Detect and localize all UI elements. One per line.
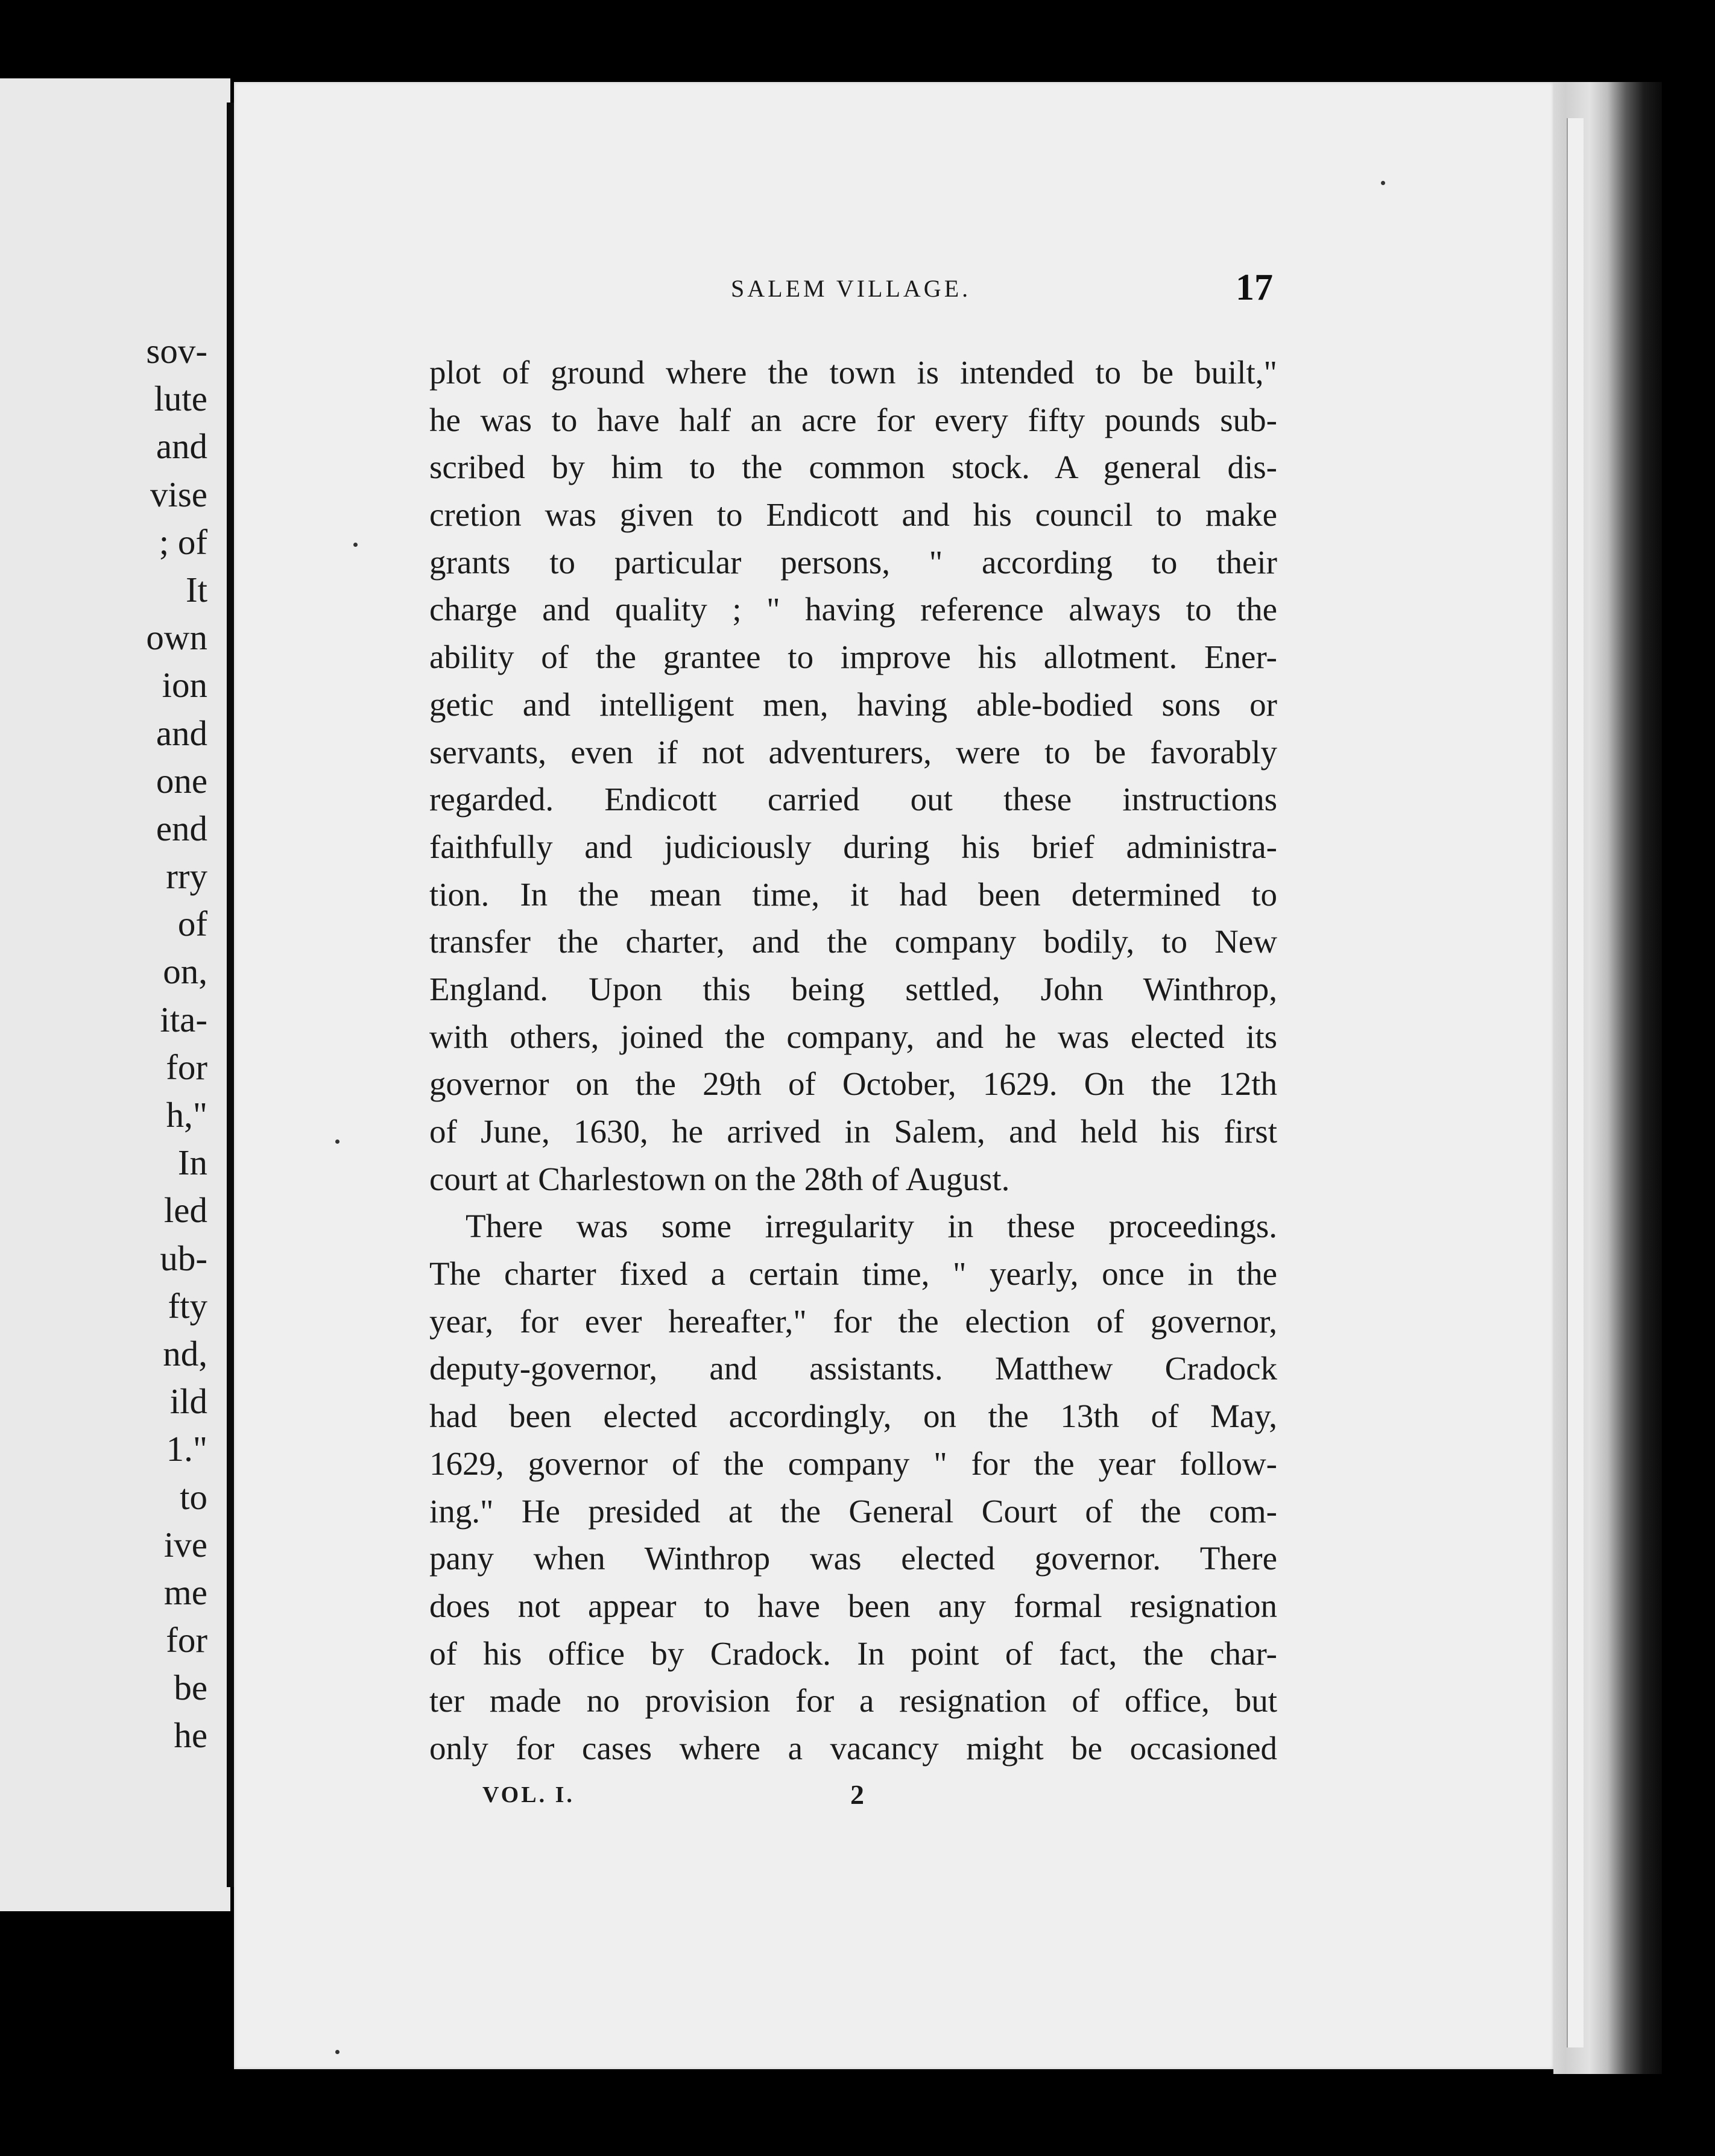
text-line: only for cases where a vacancy might be occasioned <box>429 1729 1277 1767</box>
facing-line: me <box>163 1572 207 1612</box>
text-line: 1629, governor of the company " for the year follow- <box>429 1445 1277 1482</box>
facing-line: led <box>163 1190 207 1231</box>
text-line: ing." He presided at the General Court of the com- <box>429 1492 1277 1530</box>
text-line: with others, joined the company, and he was elected its <box>429 1018 1277 1055</box>
text-line: he was to have half an acre for every fifty pounds sub- <box>429 401 1277 438</box>
paper-speck <box>353 543 358 547</box>
facing-line: and <box>156 426 207 467</box>
text-line: ability of the grantee to improve his allotment. Ener- <box>429 638 1277 676</box>
facing-line: fty <box>168 1285 207 1326</box>
text-line: plot of ground where the town is intended to be built," <box>429 354 1277 391</box>
facing-line: to <box>180 1477 207 1517</box>
facing-line: ild <box>169 1381 207 1422</box>
facing-line: vise <box>150 474 207 514</box>
facing-line: on, <box>163 951 207 992</box>
facing-line: lute <box>154 379 207 419</box>
facing-line: rry <box>166 856 207 897</box>
text-line: scribed by him to the common stock. A general dis- <box>429 449 1277 486</box>
facing-line: nd, <box>163 1333 207 1373</box>
signature-number: 2 <box>850 1779 864 1810</box>
facing-line: In <box>177 1143 207 1183</box>
text-line: of June, 1630, he arrived in Salem, and held his first <box>429 1113 1277 1150</box>
facing-line: ; of <box>159 522 207 562</box>
text-line: getic and intelligent men, having able-bodied sons or <box>429 686 1277 723</box>
text-line: of his office by Cradock. In point of fact, the char- <box>429 1634 1277 1672</box>
page-body <box>429 349 1277 1773</box>
running-head: SALEM VILLAGE. <box>731 275 971 302</box>
paper-speck <box>335 1139 340 1144</box>
signature-mark: VOL. I. <box>482 1782 575 1808</box>
text-line: servants, even if not adventurers, were to be favorably <box>429 733 1277 771</box>
text-line: year, for ever hereafter," for the election of governor, <box>429 1302 1277 1340</box>
facing-line: for <box>166 1620 207 1660</box>
page-number: 17 <box>1236 267 1273 308</box>
facing-page-text <box>87 327 207 1760</box>
text-line: had been elected accordingly, on the 13th of May, <box>429 1398 1277 1435</box>
facing-line: be <box>174 1668 207 1708</box>
paper-speck <box>335 2050 340 2054</box>
facing-page-fragment <box>0 78 230 1911</box>
text-line: pany when Winthrop was elected governor. There <box>429 1540 1277 1577</box>
text-line: charge and quality ; " having reference always to the <box>429 591 1277 628</box>
text-line: regarded. Endicott carried out these instructions <box>429 781 1277 818</box>
text-line: does not appear to have been any formal resignation <box>429 1587 1277 1624</box>
text-line: faithfully and judiciously during his brief administra- <box>429 828 1277 865</box>
facing-line: and <box>156 713 207 753</box>
text-line: court at Charlestown on the 28th of August. <box>429 1160 1010 1197</box>
text-line: transfer the charter, and the company bodily, to New <box>429 923 1277 960</box>
facing-line: ub- <box>160 1238 207 1278</box>
facing-line: ion <box>162 665 207 705</box>
facing-line: h," <box>166 1095 207 1135</box>
text-line: England. Upon this being settled, John Winthrop, <box>429 970 1277 1007</box>
text-line: deputy-governor, and assistants. Matthew Cradock <box>429 1350 1277 1387</box>
facing-line: end <box>156 808 207 848</box>
facing-line: 1." <box>166 1429 207 1469</box>
facing-line: of <box>177 904 207 944</box>
paper-speck <box>1381 181 1385 185</box>
paragraph-first-line: There was some irregularity in these proceedings. <box>466 1208 1277 1245</box>
page-stack-edge <box>1567 118 1584 2047</box>
facing-line: one <box>156 760 207 801</box>
facing-line: It <box>185 569 207 610</box>
text-line: governor on the 29th of October, 1629. On the 12th <box>429 1065 1277 1103</box>
facing-line: ita- <box>160 999 207 1039</box>
text-line: cretion was given to Endicott and his council to make <box>429 496 1277 534</box>
facing-line: ive <box>163 1524 207 1565</box>
facing-line: he <box>174 1715 207 1756</box>
facing-line: own <box>146 617 207 658</box>
book-fore-edge <box>1553 82 1662 2074</box>
text-line: tion. In the mean time, it had been determined to <box>429 875 1277 913</box>
text-line: grants to particular persons, " according to their <box>429 543 1277 581</box>
facing-line: for <box>166 1047 207 1087</box>
text-line: The charter fixed a certain time, " yearly, once in the <box>429 1255 1277 1293</box>
text-line: ter made no provision for a resignation of office, but <box>429 1682 1277 1719</box>
facing-line: sov- <box>146 331 207 371</box>
